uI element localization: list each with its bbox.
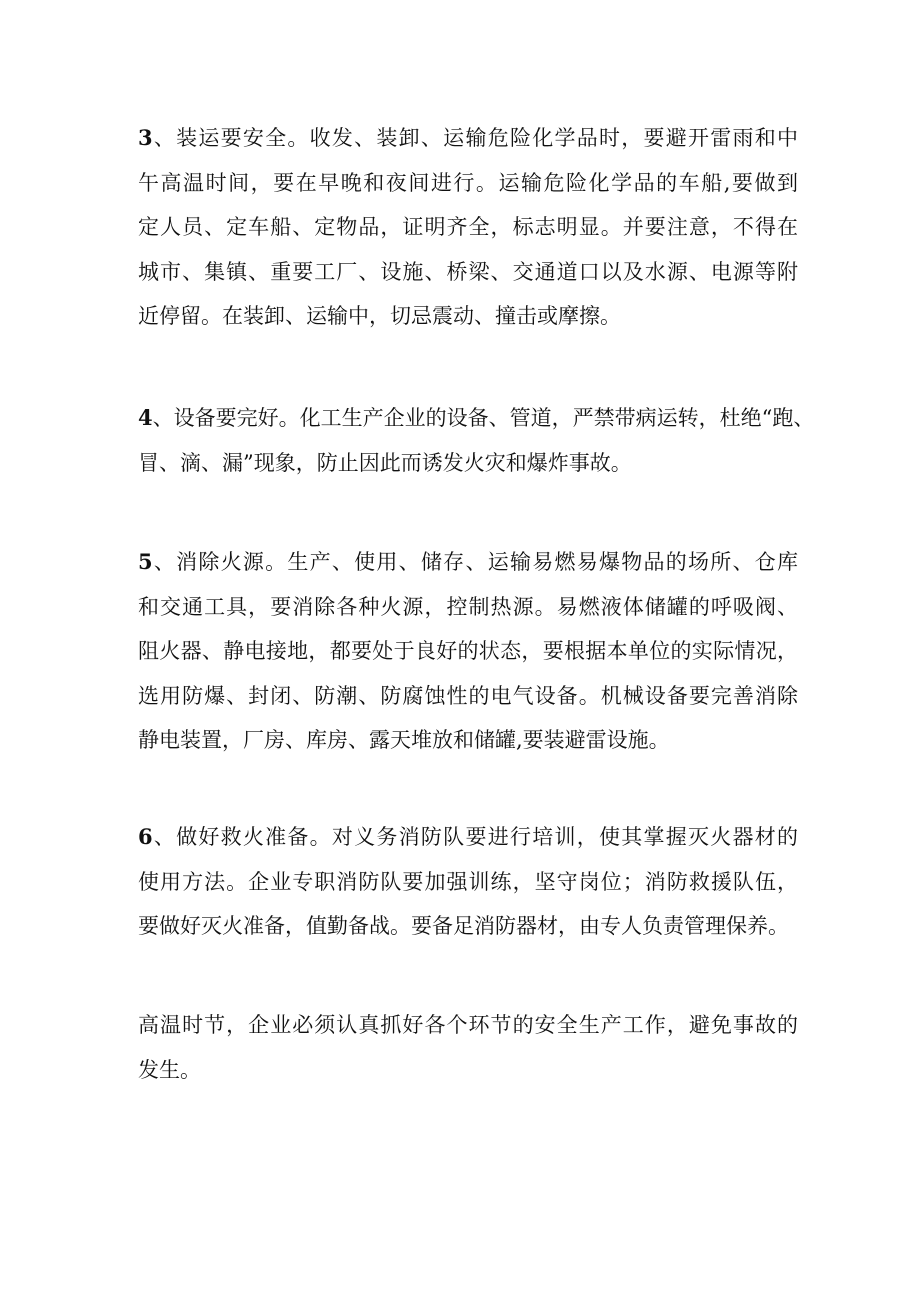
item-number: 6 <box>138 824 153 849</box>
paragraph-eliminate-ignition <box>138 540 798 763</box>
paragraph-line: 近停留。在装卸、运输中，切忌震动、撞击或摩擦。 <box>138 304 621 328</box>
paragraph-line <box>138 540 798 585</box>
item-number: 3 <box>138 125 153 150</box>
paragraph-line: 阻火器、静电接地，都要处于良好的状态，要根据本单位的实际情况， <box>138 639 798 663</box>
item-number: 4 <box>138 405 153 430</box>
paragraph-line: 冒、滴、漏”现象，防止因此而诱发火灾和爆炸事故。 <box>138 450 632 475</box>
paragraph-loading-transport-safety <box>138 116 798 339</box>
paragraph-line: 选用防爆、封闭、防潮、防腐蚀性的电气设备。机械设备要完善消除 <box>138 683 798 708</box>
line-text: 、装运要安全。收发、装卸、运输危险化学品时，要避开雷雨和中 <box>152 126 798 150</box>
line-text: 、做好救火准备。对义务消防队要进行培训，使其掌握灭火器材的 <box>152 825 798 849</box>
paragraph-line: 静电装置，厂房、库房、露天堆放和储罐,要装避雷设施。 <box>138 728 670 752</box>
paragraph-line: 城市、集镇、重要工厂、设施、桥梁、交通道口以及水源、电源等附 <box>138 259 798 284</box>
paragraph-line: 要做好灭火准备，值勤备战。要备足消防器材，由专人负责管理保养。 <box>138 914 789 938</box>
paragraph-line: 午高温时间，要在早晚和夜间进行。运输危险化学品的车船,要做到 <box>138 170 798 195</box>
paragraph-line: 定人员、定车船、定物品，证明齐全，标志明显。并要注意，不得在 <box>138 215 798 239</box>
line-text: 、消除火源。生产、使用、储存、运输易燃易爆物品的场所、仓库 <box>152 550 798 574</box>
item-number: 5 <box>138 549 153 574</box>
line-text: 、设备要完好。化工生产企业的设备、管道，严禁带病运转，杜绝“跑、 <box>152 406 815 430</box>
paragraph-firefighting-readiness <box>138 815 798 949</box>
paragraph-line <box>138 116 798 161</box>
paragraph-line <box>138 815 798 860</box>
paragraph-conclusion <box>138 1003 798 1092</box>
paragraph-line: 发生。 <box>138 1057 201 1082</box>
paragraph-line <box>138 396 815 441</box>
paragraph-line: 和交通工具，要消除各种火源，控制热源。易燃液体储罐的呼吸阀、 <box>138 594 798 619</box>
paragraph-equipment-condition <box>138 396 815 485</box>
paragraph-line: 使用方法。企业专职消防队要加强训练，坚守岗位；消防救援队伍， <box>138 869 798 894</box>
paragraph-line: 高温时节，企业必须认真抓好各个环节的安全生产工作，避免事故的 <box>138 1013 798 1037</box>
